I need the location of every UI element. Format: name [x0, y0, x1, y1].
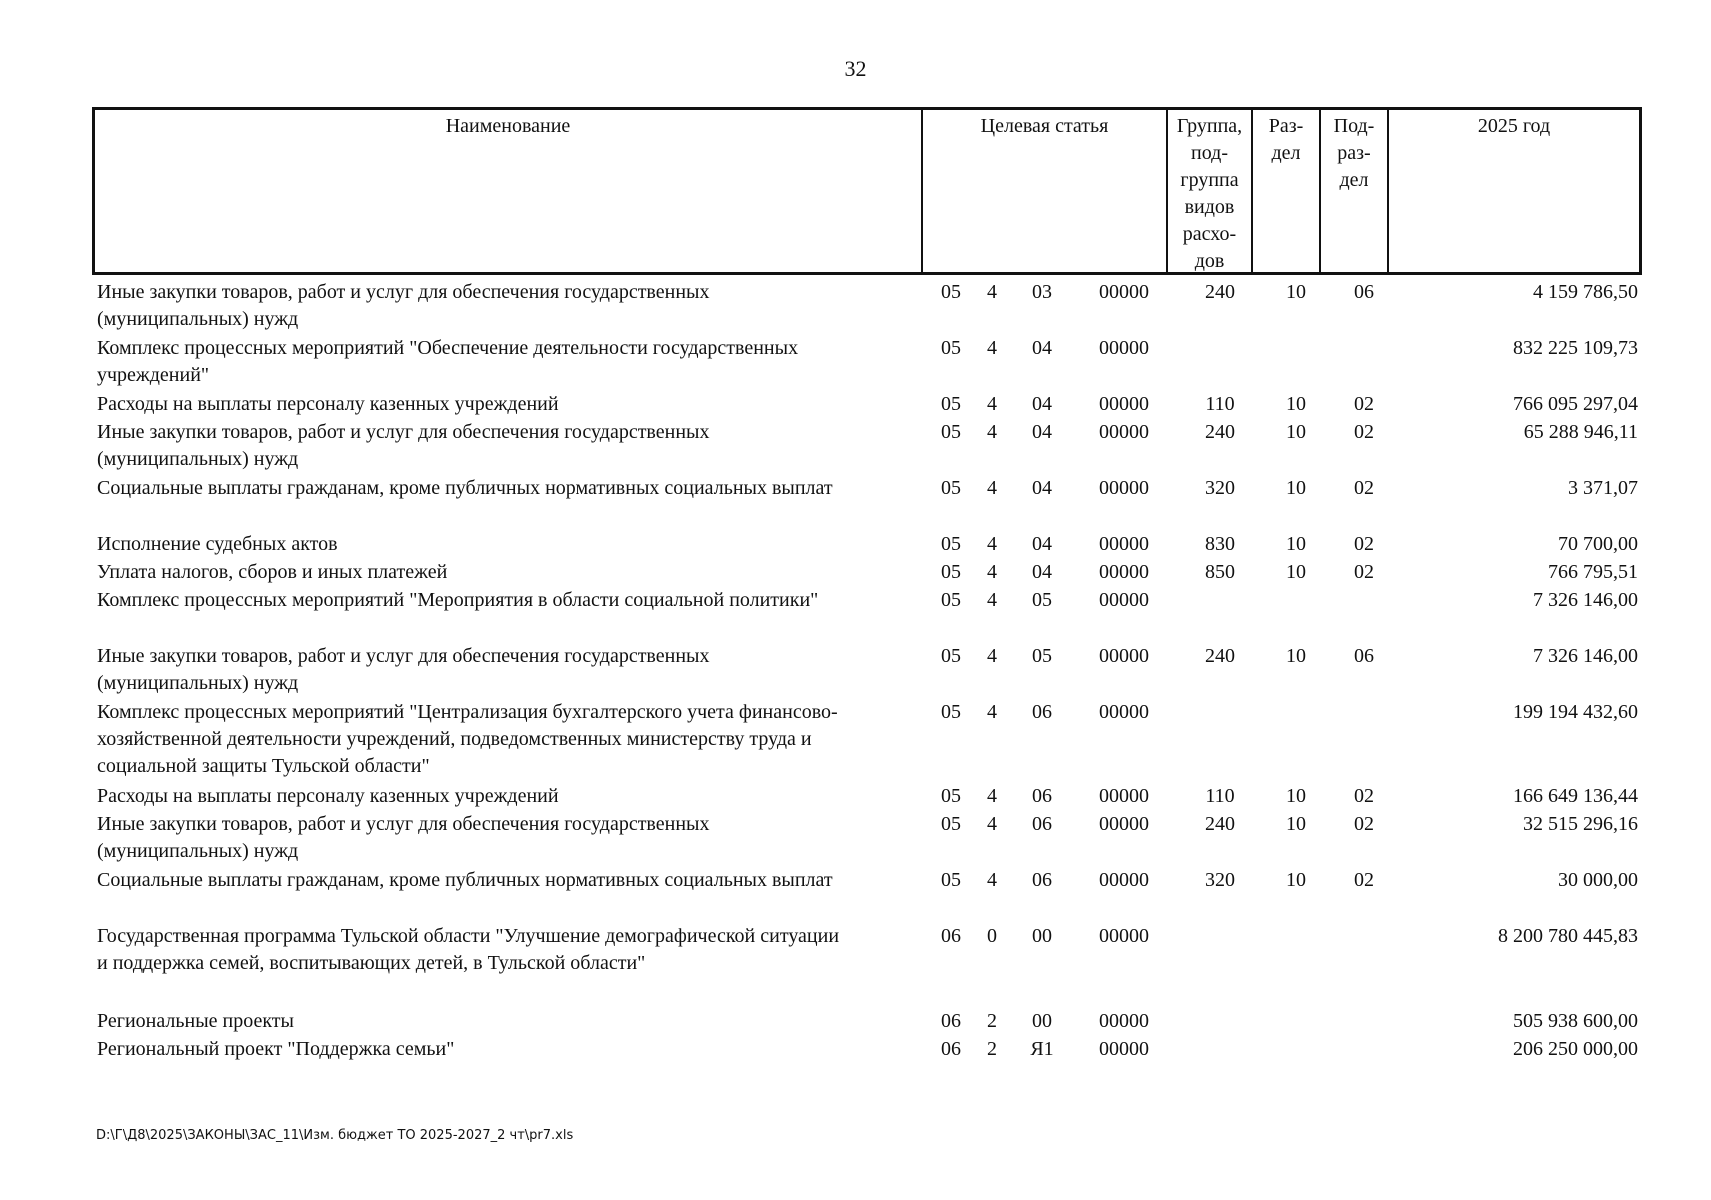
row-amount: 766 795,51: [1548, 561, 1638, 583]
row-program: 05: [941, 701, 961, 723]
row-program: 05: [941, 589, 961, 611]
row-section: 10: [1286, 281, 1306, 303]
row-program: 05: [941, 645, 961, 667]
row-program: 05: [941, 477, 961, 499]
row-subprogram: 4: [987, 533, 997, 555]
row-subsection: 02: [1354, 421, 1374, 443]
row-section: 10: [1286, 477, 1306, 499]
row-expense-group: 240: [1205, 281, 1235, 303]
row-subprogram: 2: [987, 1010, 997, 1032]
row-direction: 00000: [1099, 813, 1149, 835]
row-program: 05: [941, 337, 961, 359]
row-program: 06: [941, 1010, 961, 1032]
header-target-article: Целевая статья: [980, 115, 1109, 137]
row-event: 04: [1032, 533, 1052, 555]
row-subprogram: 4: [987, 477, 997, 499]
row-name: Комплекс процессных мероприятий "Мероприятия в области социальной политики": [97, 589, 819, 611]
row-subprogram: 4: [987, 421, 997, 443]
row-subsection: 02: [1354, 869, 1374, 891]
row-event: 04: [1032, 561, 1052, 583]
header-subsection: Под- раз- дел: [1333, 115, 1375, 191]
row-program: 06: [941, 1038, 961, 1060]
row-direction: 00000: [1099, 393, 1149, 415]
row-subsection: 02: [1354, 813, 1374, 835]
row-amount: 32 515 296,16: [1523, 813, 1638, 835]
row-direction: 00000: [1099, 589, 1149, 611]
row-section: 10: [1286, 645, 1306, 667]
row-direction: 00000: [1099, 1010, 1149, 1032]
row-expense-group: 850: [1205, 561, 1235, 583]
row-subprogram: 4: [987, 869, 997, 891]
row-subsection: 02: [1354, 393, 1374, 415]
row-event: 05: [1032, 589, 1052, 611]
row-direction: 00000: [1099, 561, 1149, 583]
row-direction: 00000: [1099, 925, 1149, 947]
row-program: 05: [941, 869, 961, 891]
row-direction: 00000: [1099, 785, 1149, 807]
row-direction: 00000: [1099, 701, 1149, 723]
header-section: Раз- дел: [1268, 115, 1304, 164]
row-program: 05: [941, 533, 961, 555]
row-amount: 166 649 136,44: [1513, 785, 1638, 807]
row-section: 10: [1286, 533, 1306, 555]
row-name: Уплата налогов, сборов и иных платежей: [97, 561, 448, 583]
row-subprogram: 4: [987, 561, 997, 583]
row-program: 06: [941, 925, 961, 947]
row-event: 05: [1032, 645, 1052, 667]
row-direction: 00000: [1099, 869, 1149, 891]
row-program: 05: [941, 281, 961, 303]
row-direction: 00000: [1099, 1038, 1149, 1060]
row-event: 06: [1032, 785, 1052, 807]
row-direction: 00000: [1099, 645, 1149, 667]
row-subsection: 06: [1354, 645, 1374, 667]
row-program: 05: [941, 561, 961, 583]
row-amount: 766 095 297,04: [1513, 393, 1638, 415]
row-expense-group: 320: [1205, 869, 1235, 891]
row-direction: 00000: [1099, 421, 1149, 443]
row-name: Комплекс процессных мероприятий "Централизация бухгалтерского учета финансово- хозяйственной деятельности учреждений, подведомственных министерству труда и социальной защиты Тульской области": [97, 701, 838, 777]
row-amount: 65 288 946,11: [1523, 421, 1638, 443]
row-program: 05: [941, 393, 961, 415]
row-amount: 199 194 432,60: [1513, 701, 1638, 723]
row-subsection: 02: [1354, 477, 1374, 499]
row-event: 04: [1032, 421, 1052, 443]
row-event: Я1: [1030, 1038, 1054, 1060]
row-subprogram: 0: [987, 925, 997, 947]
row-section: 10: [1286, 785, 1306, 807]
row-expense-group: 240: [1205, 813, 1235, 835]
row-event: 03: [1032, 281, 1052, 303]
row-subprogram: 4: [987, 337, 997, 359]
row-expense-group: 240: [1205, 421, 1235, 443]
row-direction: 00000: [1099, 281, 1149, 303]
table-header: [92, 107, 1642, 275]
row-section: 10: [1286, 561, 1306, 583]
row-section: 10: [1286, 393, 1306, 415]
row-expense-group: 110: [1205, 785, 1235, 807]
row-expense-group: 110: [1205, 393, 1235, 415]
row-direction: 00000: [1099, 533, 1149, 555]
row-direction: 00000: [1099, 337, 1149, 359]
row-name: Социальные выплаты гражданам, кроме публичных нормативных социальных выплат: [97, 477, 833, 499]
row-name: Иные закупки товаров, работ и услуг для обеспечения государственных (муниципальных) нужд: [97, 281, 710, 330]
row-amount: 70 700,00: [1558, 533, 1638, 555]
row-subprogram: 4: [987, 281, 997, 303]
row-amount: 206 250 000,00: [1513, 1038, 1638, 1060]
row-amount: 832 225 109,73: [1513, 337, 1638, 359]
row-event: 06: [1032, 701, 1052, 723]
row-event: 06: [1032, 813, 1052, 835]
row-event: 04: [1032, 337, 1052, 359]
row-expense-group: 320: [1205, 477, 1235, 499]
row-expense-group: 830: [1205, 533, 1235, 555]
row-event: 04: [1032, 477, 1052, 499]
row-section: 10: [1286, 813, 1306, 835]
row-event: 00: [1032, 925, 1052, 947]
row-name: Расходы на выплаты персоналу казенных учреждений: [97, 393, 559, 415]
row-name: Исполнение судебных актов: [97, 533, 338, 555]
row-section: 10: [1286, 869, 1306, 891]
row-name: Расходы на выплаты персоналу казенных учреждений: [97, 785, 559, 807]
row-amount: 7 326 146,00: [1533, 645, 1638, 667]
row-amount: 3 371,07: [1568, 477, 1638, 499]
header-year: 2025 год: [1477, 115, 1551, 137]
row-subprogram: 2: [987, 1038, 997, 1060]
row-amount: 8 200 780 445,83: [1498, 925, 1638, 947]
row-amount: 4 159 786,50: [1533, 281, 1638, 303]
row-amount: 30 000,00: [1558, 869, 1638, 891]
row-subsection: 02: [1354, 533, 1374, 555]
row-section: 10: [1286, 421, 1306, 443]
row-subprogram: 4: [987, 393, 997, 415]
row-amount: 505 938 600,00: [1513, 1010, 1638, 1032]
file-path-footer: D:\Г\Д8\2025\ЗАКОНЫ\ЗАС_11\Изм. бюджет ТО 2025-2027_2 чт\pr7.xls: [96, 1128, 574, 1143]
row-name: Региональный проект "Поддержка семьи": [97, 1038, 455, 1060]
row-amount: 7 326 146,00: [1533, 589, 1638, 611]
row-event: 06: [1032, 869, 1052, 891]
row-subsection: 06: [1354, 281, 1374, 303]
row-name: Иные закупки товаров, работ и услуг для обеспечения государственных (муниципальных) нужд: [97, 645, 710, 694]
row-subprogram: 4: [987, 785, 997, 807]
row-name: Иные закупки товаров, работ и услуг для обеспечения государственных (муниципальных) нужд: [97, 421, 710, 470]
row-program: 05: [941, 785, 961, 807]
row-name: Комплекс процессных мероприятий "Обеспечение деятельности государственных учреждений": [97, 337, 799, 386]
row-subprogram: 4: [987, 813, 997, 835]
row-name: Социальные выплаты гражданам, кроме публичных нормативных социальных выплат: [97, 869, 833, 891]
row-name: Региональные проекты: [97, 1010, 294, 1032]
row-subprogram: 4: [987, 645, 997, 667]
header-expense-group: Группа, под- группа видов расхо- дов: [1176, 115, 1243, 272]
row-name: Иные закупки товаров, работ и услуг для обеспечения государственных (муниципальных) нужд: [97, 813, 710, 862]
row-program: 05: [941, 421, 961, 443]
row-name: Государственная программа Тульской области "Улучшение демографической ситуации и поддержка семей, воспитывающих детей, в Тульской области": [97, 925, 840, 974]
row-subprogram: 4: [987, 701, 997, 723]
row-subsection: 02: [1354, 785, 1374, 807]
row-subsection: 02: [1354, 561, 1374, 583]
row-event: 00: [1032, 1010, 1052, 1032]
row-expense-group: 240: [1205, 645, 1235, 667]
header-name: Наименование: [445, 115, 571, 137]
row-direction: 00000: [1099, 477, 1149, 499]
row-subprogram: 4: [987, 589, 997, 611]
row-event: 04: [1032, 393, 1052, 415]
page-number: 32: [844, 56, 867, 81]
row-program: 05: [941, 813, 961, 835]
